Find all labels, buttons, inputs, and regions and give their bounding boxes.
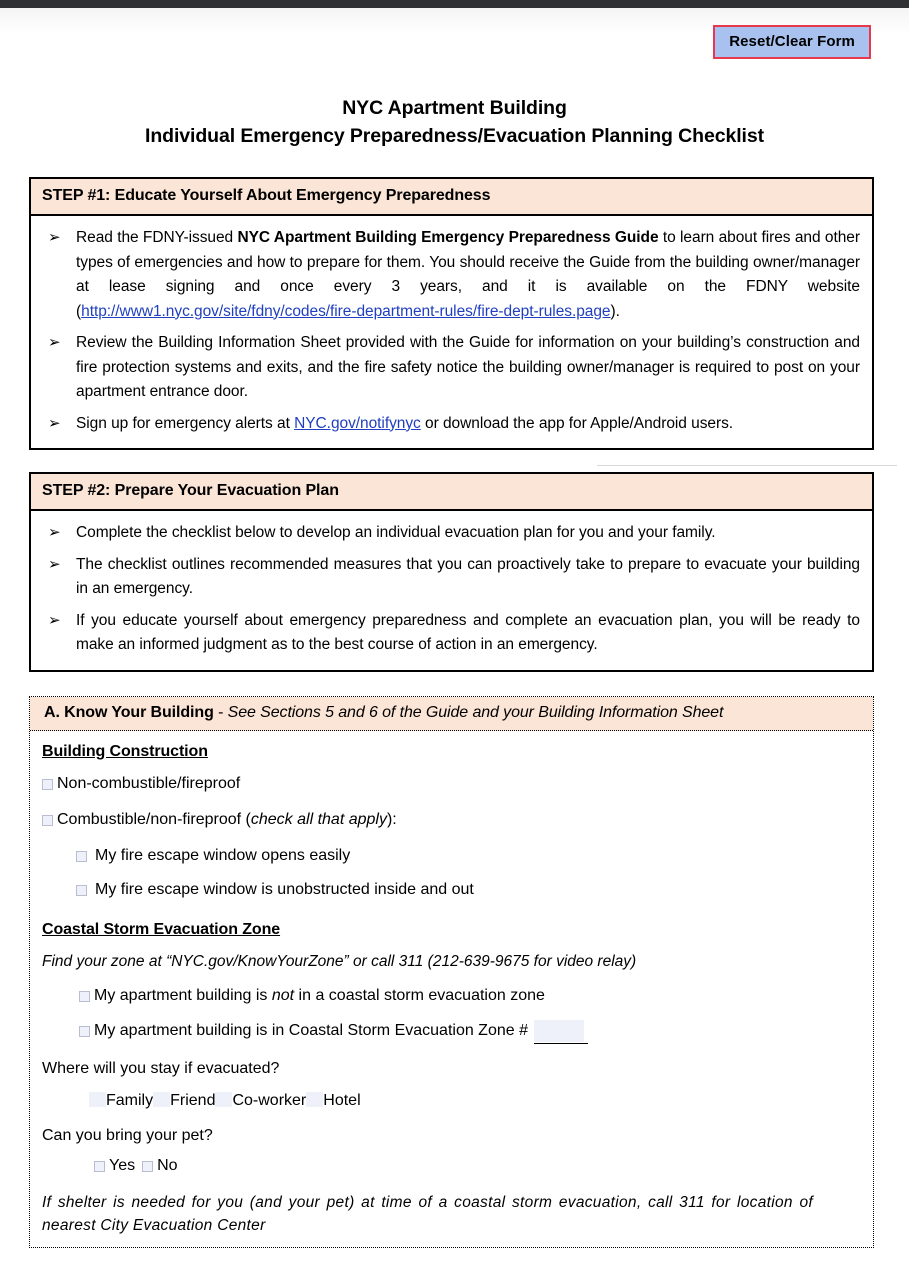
checkbox-combustible[interactable] — [42, 815, 53, 826]
step-2-bullet-2 — [43, 553, 860, 602]
not-in-zone-post: in a coastal storm evacuation zone — [294, 987, 545, 1004]
stay-option-family-label: Family — [106, 1092, 154, 1109]
option-fire-escape-opens[interactable] — [76, 845, 859, 867]
find-your-zone-text: Find your zone at “NYC.gov/KnowYourZone” or call 311 (212-639-9675 for video relay) — [42, 953, 637, 970]
section-a-body — [30, 731, 873, 1253]
zone-number-underline — [534, 1043, 588, 1044]
checkbox-non-combustible[interactable] — [42, 779, 53, 790]
step-1-bullet-3 — [43, 412, 860, 437]
title-line-1: NYC Apartment Building — [342, 97, 567, 119]
form-field-artifact-line — [597, 465, 897, 466]
section-a-heading — [30, 697, 873, 731]
arrow-bullet-icon: ➢ — [48, 334, 61, 351]
section-a-heading-bold: A. Know Your Building — [44, 704, 214, 721]
zone-number-input[interactable] — [534, 1020, 584, 1042]
step-1-bullet-1-text — [76, 226, 860, 324]
step-1-heading: STEP #1: Educate Yourself About Emergency Preparedness — [31, 179, 872, 216]
checkbox-pet-yes[interactable] — [94, 1161, 105, 1172]
stay-option-coworker-label: Co-worker — [232, 1092, 307, 1109]
arrow-bullet-icon: ➢ — [48, 524, 61, 541]
pet-question: Can you bring your pet? — [42, 1127, 213, 1144]
checkbox-stay-hotel[interactable] — [306, 1092, 323, 1107]
document-page — [0, 8, 909, 1261]
step-2-bullet-1 — [43, 521, 860, 546]
checkbox-in-zone[interactable] — [79, 1026, 90, 1037]
checkbox-stay-coworker[interactable] — [215, 1092, 232, 1107]
bullet-1-post: ). — [610, 302, 620, 320]
option-in-zone-label: My apartment building is in Coastal Storm Evacuation Zone # — [94, 1022, 528, 1039]
step-1-bullet-2 — [43, 331, 860, 405]
option-fire-escape-opens-label: My fire escape window opens easily — [95, 847, 351, 864]
notifynyc-link[interactable]: NYC.gov/notifynyc — [294, 414, 421, 432]
option-in-zone[interactable] — [79, 1020, 859, 1042]
not-in-zone-pre: My apartment building is — [94, 987, 272, 1004]
coastal-storm-zone-subheading: Coastal Storm Evacuation Zone — [42, 921, 281, 938]
option-combustible-label — [57, 809, 397, 831]
step-1-bullet-1 — [43, 226, 860, 324]
checkbox-fire-escape-opens[interactable] — [76, 851, 87, 862]
option-non-combustible-label: Non-combustible/fireproof — [57, 775, 241, 792]
combustible-italic: check all that apply — [250, 811, 387, 828]
step-1-body — [31, 216, 872, 448]
fdny-rules-link[interactable]: http://www1.nyc.gov/site/fdny/codes/fire-department-rules/fire-dept-rules.page — [81, 302, 611, 320]
bullet-1-bold: NYC Apartment Building Emergency Preparedness Guide — [237, 229, 659, 246]
step-2-bullet-1-text: Complete the checklist below to develop an individual evacuation plan for you and your family. — [76, 524, 716, 541]
section-a-heading-dash: - — [213, 704, 228, 721]
option-not-in-zone[interactable] — [79, 985, 859, 1007]
pet-option-yes-label: Yes — [109, 1157, 136, 1174]
section-a-heading-italic: See Sections 5 and 6 of the Guide and your Building Information Sheet — [227, 704, 724, 721]
section-a-know-your-building — [29, 696, 874, 1248]
step-2-bullet-2-text: The checklist outlines recommended measures that you can proactively take to prepare to evacuate your building in an emergency. — [76, 555, 860, 597]
where-will-you-stay-question: Where will you stay if evacuated? — [42, 1060, 280, 1077]
stay-option-friend-label: Friend — [170, 1092, 216, 1109]
checkbox-stay-friend[interactable] — [153, 1092, 170, 1107]
arrow-bullet-icon: ➢ — [48, 414, 61, 432]
arrow-bullet-icon: ➢ — [48, 611, 61, 629]
option-fire-escape-unobstructed-label: My fire escape window is unobstructed inside and out — [95, 881, 474, 898]
combustible-pre: Combustible/non-fireproof ( — [57, 811, 251, 828]
step-2-body — [31, 511, 872, 670]
checkbox-stay-family[interactable] — [89, 1092, 106, 1107]
option-not-in-zone-label — [94, 985, 545, 1007]
arrow-bullet-icon: ➢ — [48, 229, 61, 246]
step-1-bullet-2-text: Review the Building Information Sheet provided with the Guide for information on your building’s construction and fire protection systems and exits, and the fire safety notice the building owner/manager is required to post on your apartment entrance door. — [76, 334, 860, 400]
bullet-1-mid: to learn about fires and other types of emergencies and how to prepare for them. You should receive the Guide from the building owner/manager at lease signing and once every 3 years, and it is available on the FDNY website ( — [76, 229, 860, 320]
bullet-3-pre: Sign up for emergency alerts at — [76, 414, 295, 432]
checkbox-fire-escape-unobstructed[interactable] — [76, 885, 87, 896]
bullet-1-pre: Read the FDNY-issued — [76, 229, 238, 246]
step-1-section — [29, 177, 874, 450]
bullet-3-post: or download the app for Apple/Android users. — [420, 414, 734, 432]
option-fire-escape-unobstructed[interactable] — [76, 879, 859, 901]
reset-clear-form-button[interactable]: Reset/Clear Form — [713, 25, 871, 59]
combustible-post: ): — [386, 811, 397, 828]
not-in-zone-italic: not — [271, 987, 295, 1004]
pet-option-no-label: No — [157, 1157, 178, 1174]
pet-answer-row — [94, 1157, 859, 1175]
building-construction-subheading: Building Construction — [42, 743, 208, 760]
option-combustible[interactable] — [42, 809, 859, 831]
option-non-combustible[interactable] — [42, 773, 859, 795]
application-top-bar — [0, 0, 909, 8]
step-2-section — [29, 472, 874, 672]
checkbox-not-in-zone[interactable] — [79, 991, 90, 1002]
reset-form-toolbar — [713, 25, 871, 59]
title-line-2: Individual Emergency Preparedness/Evacuation Planning Checklist — [145, 125, 764, 147]
step-2-bullet-3 — [43, 609, 860, 658]
shelter-note: If shelter is needed for you (and your pet) at time of a coastal storm evacuation, call 311 for location of nearest City Evacuation Center — [42, 1194, 813, 1234]
step-2-heading: STEP #2: Prepare Your Evacuation Plan — [31, 474, 872, 511]
checkbox-pet-no[interactable] — [142, 1161, 153, 1172]
step-2-bullet-3-text: If you educate yourself about emergency preparedness and complete an evacuation plan, you will be ready to make an informed judgment as to the best course of action in an emergency. — [76, 611, 860, 653]
document-title — [0, 94, 909, 150]
arrow-bullet-icon: ➢ — [48, 555, 61, 573]
step-1-bullet-3-text — [76, 412, 860, 437]
stay-options-row — [89, 1090, 859, 1112]
stay-option-hotel-label: Hotel — [323, 1092, 361, 1109]
